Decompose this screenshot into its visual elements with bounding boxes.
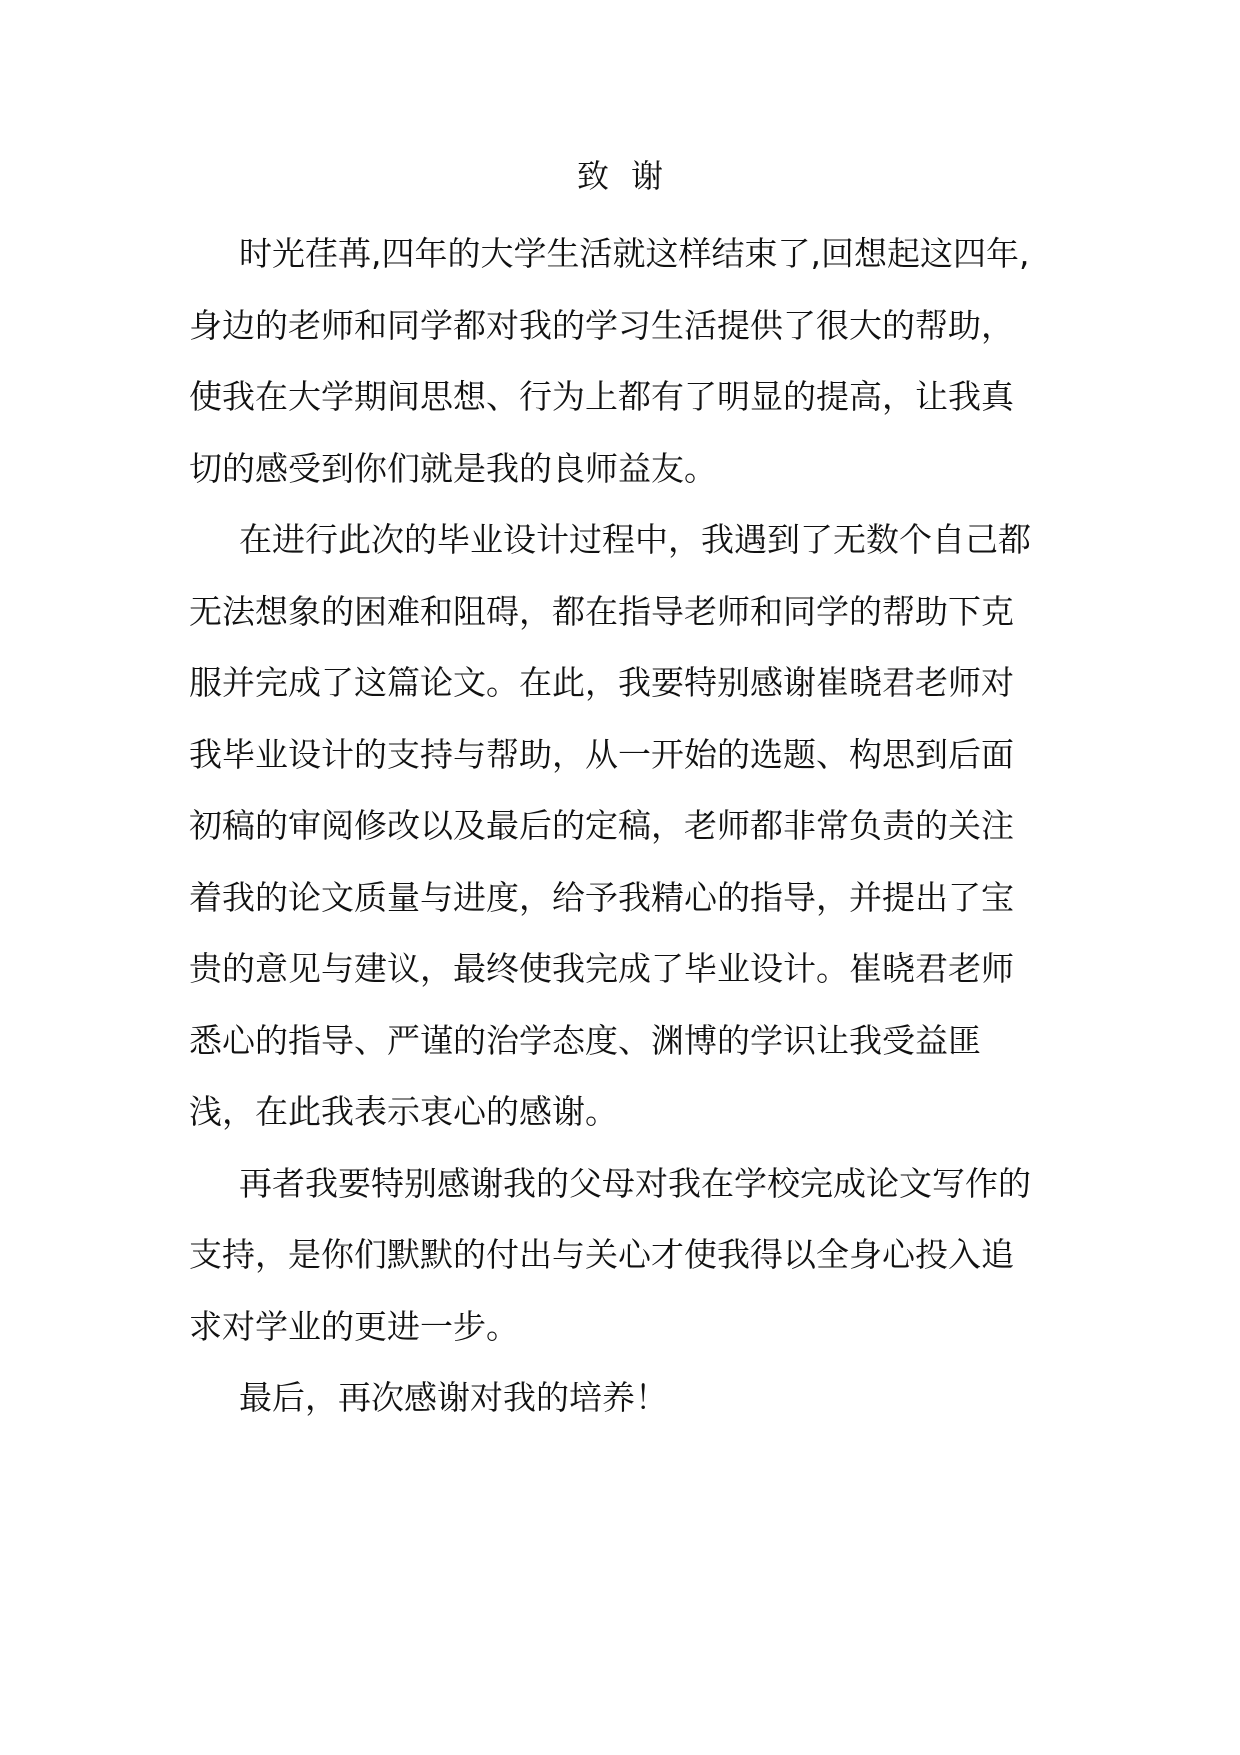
text-line: 切的感受到你们就是我的良师益友。 [189, 448, 717, 488]
text-line: 时光荏苒,四年的大学生活就这样结束了,回想起这四年, [239, 234, 1030, 273]
text-line: 无法想象的困难和阻碍，都在指导老师和同学的帮助下克 [189, 591, 1014, 631]
paragraph-1 [189, 218, 1049, 504]
text-line: 我毕业设计的支持与帮助，从一开始的选题、构思到后面 [189, 734, 1014, 774]
text-line: 求对学业的更进一步。 [189, 1306, 519, 1346]
text-line: 浅，在此我表示衷心的感谢。 [189, 1092, 618, 1131]
text-line: 着我的论文质量与进度，给予我精心的指导，并提出了宝 [189, 877, 1014, 917]
text-line: 使我在大学期间思想、行为上都有了明显的提高，让我真 [189, 377, 1014, 416]
text-line: 在进行此次的毕业设计过程中，我遇到了无数个自己都 [239, 520, 1031, 559]
acknowledgement-body [189, 218, 1049, 1434]
text-line: 悉心的指导、严谨的治学态度、渊博的学识让我受益匪 [189, 1020, 981, 1060]
text-line: 最后，再次感谢对我的培养！ [239, 1378, 668, 1417]
page-title: 致谢 [576, 157, 685, 195]
paragraph-4 [189, 1362, 1049, 1434]
text-line: 支持，是你们默默的付出与关心才使我得以全身心投入追 [189, 1235, 1014, 1274]
paragraph-3 [189, 1148, 1049, 1363]
paragraph-2 [189, 504, 1049, 1148]
text-line: 贵的意见与建议，最终使我完成了毕业设计。崔晓君老师 [189, 949, 1014, 988]
text-line: 身边的老师和同学都对我的学习生活提供了很大的帮助， [189, 305, 1014, 345]
text-line: 初稿的审阅修改以及最后的定稿，老师都非常负责的关注 [189, 806, 1014, 845]
text-line: 服并完成了这篇论文。在此，我要特别感谢崔晓君老师对 [189, 663, 1014, 702]
text-line: 再者我要特别感谢我的父母对我在学校完成论文写作的 [239, 1163, 1031, 1203]
